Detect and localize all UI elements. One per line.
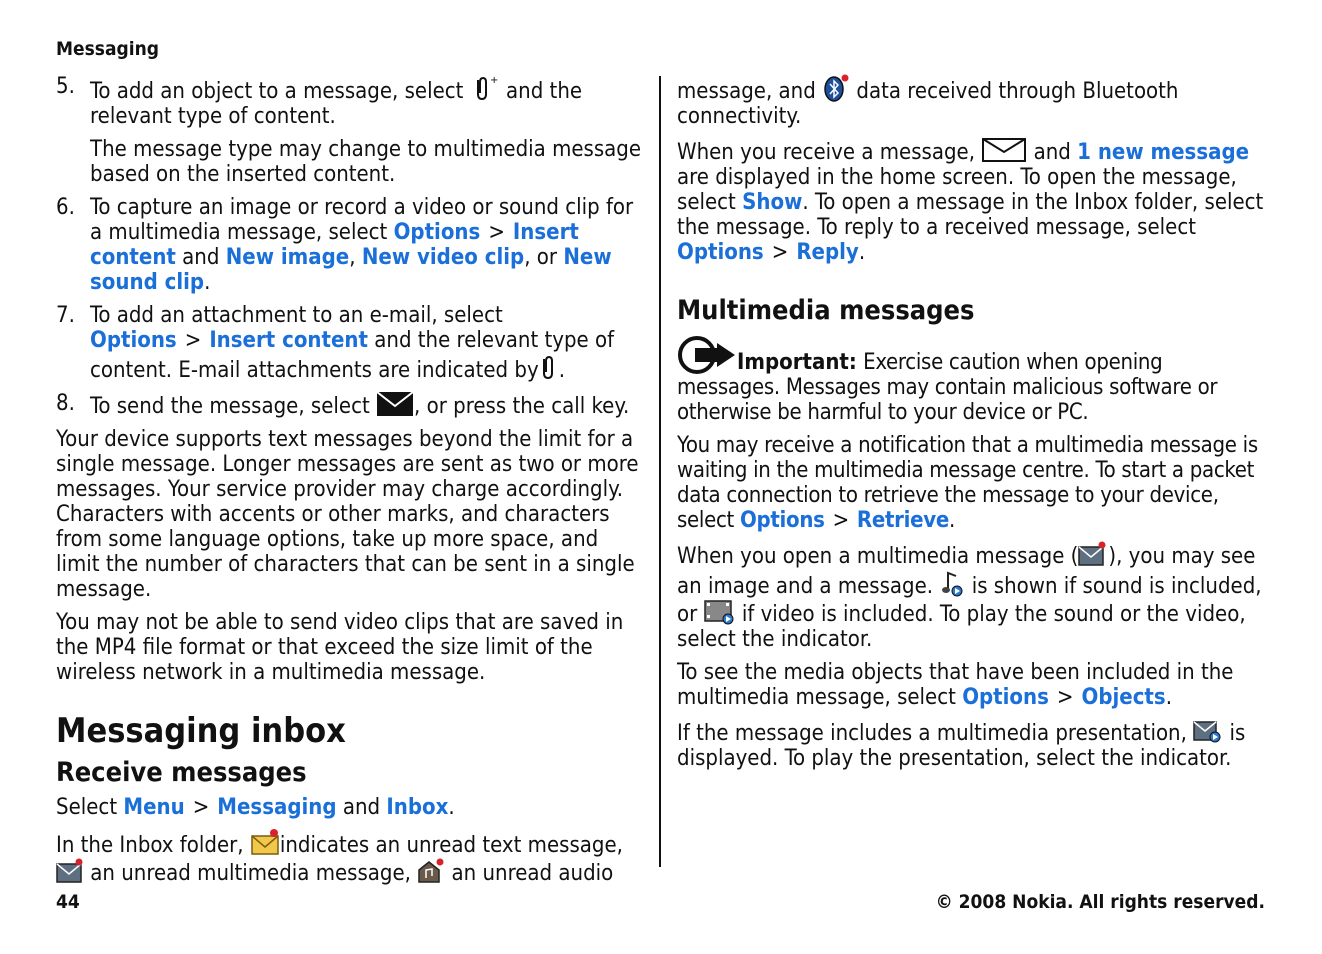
inbox-link[interactable]: Inbox [386, 795, 449, 820]
multimedia-message-icon [1078, 541, 1108, 567]
options-link[interactable]: Options [962, 685, 1049, 710]
steps-list [56, 74, 646, 419]
bluetooth-message-icon [822, 74, 850, 102]
page-number: 44 [56, 891, 80, 913]
receive-paragraph [677, 137, 1267, 265]
new-image-link[interactable]: New image [225, 245, 350, 270]
important-note [677, 335, 1267, 425]
paragraph-text: Select [56, 795, 118, 820]
notification-paragraph [677, 433, 1267, 533]
step-5 [56, 74, 646, 187]
paragraph-text: and [342, 795, 381, 820]
new-sound-clip-link[interactable]: New sound clip [90, 245, 612, 295]
inbox-icons-paragraph [56, 828, 646, 886]
step-text: and [182, 245, 220, 270]
paragraph-text: if video is included. To play the sound or the video, select the indicator. [677, 602, 1246, 652]
subsection-title: Receive messages [56, 757, 307, 788]
right-column [677, 74, 1267, 779]
new-video-clip-link[interactable]: New video clip [361, 245, 525, 270]
paragraph-text: indicates an unread text message, [279, 833, 623, 858]
text-limit-paragraph: Your device supports text messages beyond the limit for a single message. Longer messages are sent as two or more messages. Your service provider may charge accordingly. Characters with accents or other marks, and characters from some language options, take up more space, and limit the number of characters that can be sent in a single message. [56, 427, 639, 602]
step-8 [56, 391, 646, 419]
new-message-indicator[interactable]: 1 new message [1077, 140, 1250, 165]
options-link[interactable]: Options [740, 508, 825, 533]
left-column [56, 74, 646, 894]
unread-multimedia-message-icon [56, 858, 84, 884]
video-clip-paragraph: You may not be able to send video clips that are saved in the MP4 file format or that exceed the size limit of the wireless network in a multimedia message. [56, 610, 624, 685]
insert-content-link[interactable]: Insert content [90, 220, 579, 270]
menu-link[interactable]: Menu [123, 795, 185, 820]
copyright-notice: © 2008 Nokia. All rights reserved. [935, 891, 1265, 913]
step-number: 5. [56, 74, 75, 99]
new-message-envelope-icon [981, 137, 1027, 163]
paragraph-text: In the Inbox folder, [56, 833, 244, 858]
menu-separator: > [1056, 685, 1074, 710]
retrieve-link[interactable]: Retrieve [856, 508, 949, 533]
running-head: Messaging [56, 38, 159, 60]
paragraph-text: To see the media objects that have been included in the multimedia message, select [677, 660, 1234, 710]
select-inbox-paragraph [56, 795, 646, 820]
paragraph-text: message, and [677, 79, 816, 104]
step-text: . [558, 358, 565, 383]
step-text: and the relevant type of content. E-mail attachments are indicated by [90, 328, 615, 383]
paragraph-text: When you receive a message, [677, 140, 976, 165]
paragraph-text: is displayed. To play the presentation, select the indicator. [677, 721, 1246, 771]
step-text: . [204, 270, 211, 295]
paragraph-text: . [1165, 685, 1172, 710]
paragraph-text: When you open a multimedia message ( [677, 544, 1079, 569]
step-text: , or press the call key. [414, 394, 630, 419]
send-envelope-icon [376, 391, 414, 417]
svg-text:+: + [489, 75, 499, 86]
step-number: 6. [56, 195, 75, 220]
subsection-title: Multimedia messages [677, 295, 975, 326]
paragraph-text: data received through Bluetooth connectivity. [677, 79, 1179, 129]
step-text: To add an object to a message, select [90, 79, 464, 104]
options-link[interactable]: Options [677, 240, 764, 265]
presentation-indicator-icon [1193, 718, 1223, 744]
important-label: Important: [737, 350, 857, 375]
show-link[interactable]: Show [742, 190, 803, 215]
step-7 [56, 303, 646, 383]
sound-indicator-icon [939, 569, 965, 597]
insert-content-link[interactable]: Insert content [209, 328, 368, 353]
attach-plus-icon [470, 74, 500, 102]
paragraph-text: . [858, 240, 866, 265]
menu-separator: > [184, 328, 202, 353]
menu-separator: > [771, 240, 789, 265]
paragraph-text: an unread audio [451, 861, 614, 886]
paragraph-text: . To open a message in the Inbox folder, select the message. To reply to a received message, select [677, 190, 1264, 240]
paragraph-text: . [448, 795, 455, 820]
menu-separator: > [488, 220, 505, 245]
options-link[interactable]: Options [90, 328, 177, 353]
column-divider [659, 76, 661, 867]
menu-separator: > [192, 795, 210, 820]
important-text: Exercise caution when opening messages. Messages may contain malicious software or otherwise be harmful to your device or PC. [677, 350, 1218, 425]
step-text: , or [524, 245, 558, 270]
open-multimedia-paragraph [677, 541, 1267, 652]
objects-paragraph [677, 660, 1267, 710]
video-indicator-icon [704, 599, 736, 625]
paragraph-text: an unread multimedia message, [90, 861, 411, 886]
important-pointer-icon [677, 335, 737, 375]
step-text: , [349, 245, 356, 270]
unread-text-message-icon [250, 828, 280, 856]
step-text: To capture an image or record a video or sound clip for a multimedia message, select [90, 195, 634, 245]
messaging-link[interactable]: Messaging [217, 795, 337, 820]
paragraph-text: If the message includes a multimedia presentation, [677, 721, 1187, 746]
step-number: 8. [56, 391, 75, 416]
step-text: To add an attachment to an e-mail, select [90, 303, 503, 328]
paragraph-text: is shown if sound is included, or [677, 574, 1262, 627]
step-6 [56, 195, 646, 295]
paragraph-text: and [1033, 140, 1071, 165]
objects-link[interactable]: Objects [1081, 685, 1166, 710]
step-number: 7. [56, 303, 75, 328]
reply-link[interactable]: Reply [796, 240, 859, 265]
menu-separator: > [832, 508, 849, 533]
attachment-icon [539, 353, 559, 381]
unread-audio-message-icon [417, 858, 445, 884]
paragraph-text: . [948, 508, 955, 533]
options-link[interactable]: Options [393, 220, 481, 245]
paragraph-text: are displayed in the home screen. To open the message, select [677, 165, 1237, 215]
bluetooth-paragraph [677, 74, 1267, 129]
step-note: The message type may change to multimedia message based on the inserted content. [90, 137, 642, 187]
step-text: and the relevant type of content. [90, 79, 583, 129]
paragraph-text: You may receive a notification that a multimedia message is waiting in the multimedia message centre. To start a packet data connection to retrieve the message to your device, select [677, 433, 1258, 533]
presentation-paragraph [677, 718, 1267, 771]
paragraph-text: ), you may see an image and a message. [677, 544, 1256, 599]
section-title: Messaging inbox [56, 711, 346, 751]
step-text: To send the message, select [90, 394, 370, 419]
